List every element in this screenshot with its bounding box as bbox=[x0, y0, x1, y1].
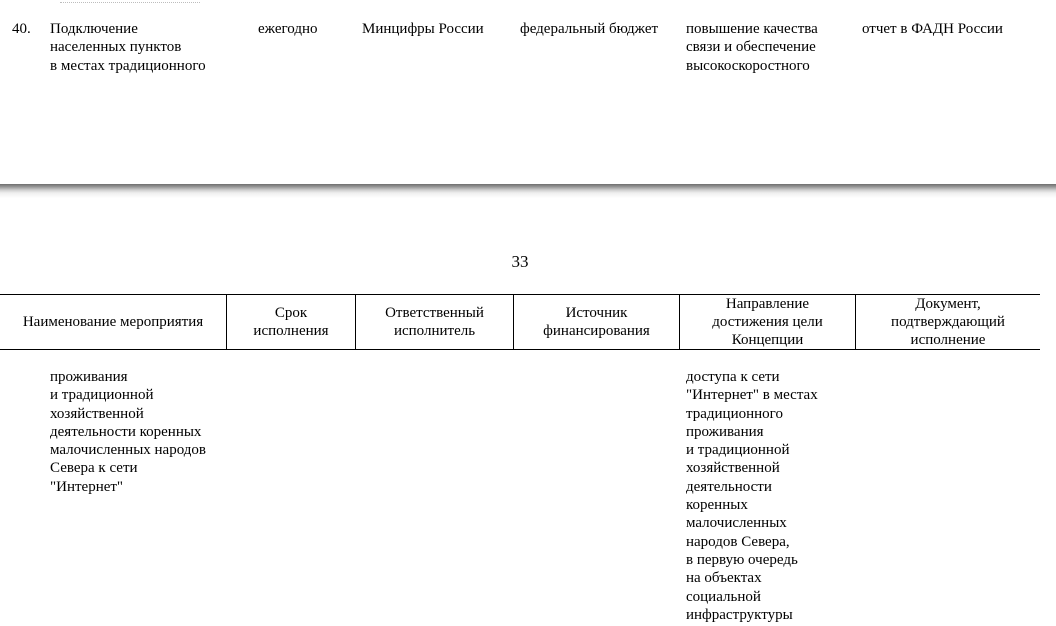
header-direction: Направление достижения цели Концепции bbox=[712, 296, 823, 348]
continuation-name-cell: проживания и традиционной хозяйственной деятельности коренных малочисленных народов Севера к сети "Интернет" bbox=[50, 369, 206, 495]
page-number: 33 bbox=[511, 252, 529, 271]
table-header-row bbox=[0, 294, 1040, 350]
row-term-cell: ежегодно bbox=[258, 21, 318, 37]
continuation-direction-cell: доступа к сети "Интернет" в местах традиционного проживания и традиционной хозяйственной деятельности коренных малочисленных народов Севера, в первую очередь на объектах социальной инфраструктуры bbox=[686, 369, 818, 623]
row-document-cell: отчет в ФАДН России bbox=[862, 21, 1003, 37]
cropped-previous-text bbox=[60, 0, 200, 3]
header-funding: Источник финансирования bbox=[543, 305, 650, 339]
page-separator bbox=[0, 184, 1056, 198]
row-number: 40. bbox=[12, 21, 31, 37]
header-term: Срок исполнения bbox=[253, 305, 329, 339]
row-executor-cell: Минцифры России bbox=[362, 21, 484, 37]
row-name-cell: Подключение населенных пунктов в местах традиционного bbox=[50, 21, 206, 74]
header-document: Документ, подтверждающий исполнение bbox=[891, 296, 1005, 348]
row-funding-cell: федеральный бюджет bbox=[520, 21, 659, 37]
header-executor: Ответственный исполнитель bbox=[385, 305, 484, 339]
header-name: Наименование мероприятия bbox=[22, 314, 204, 330]
row-direction-cell: повышение качества связи и обеспечение высокоскоростного bbox=[686, 21, 818, 74]
